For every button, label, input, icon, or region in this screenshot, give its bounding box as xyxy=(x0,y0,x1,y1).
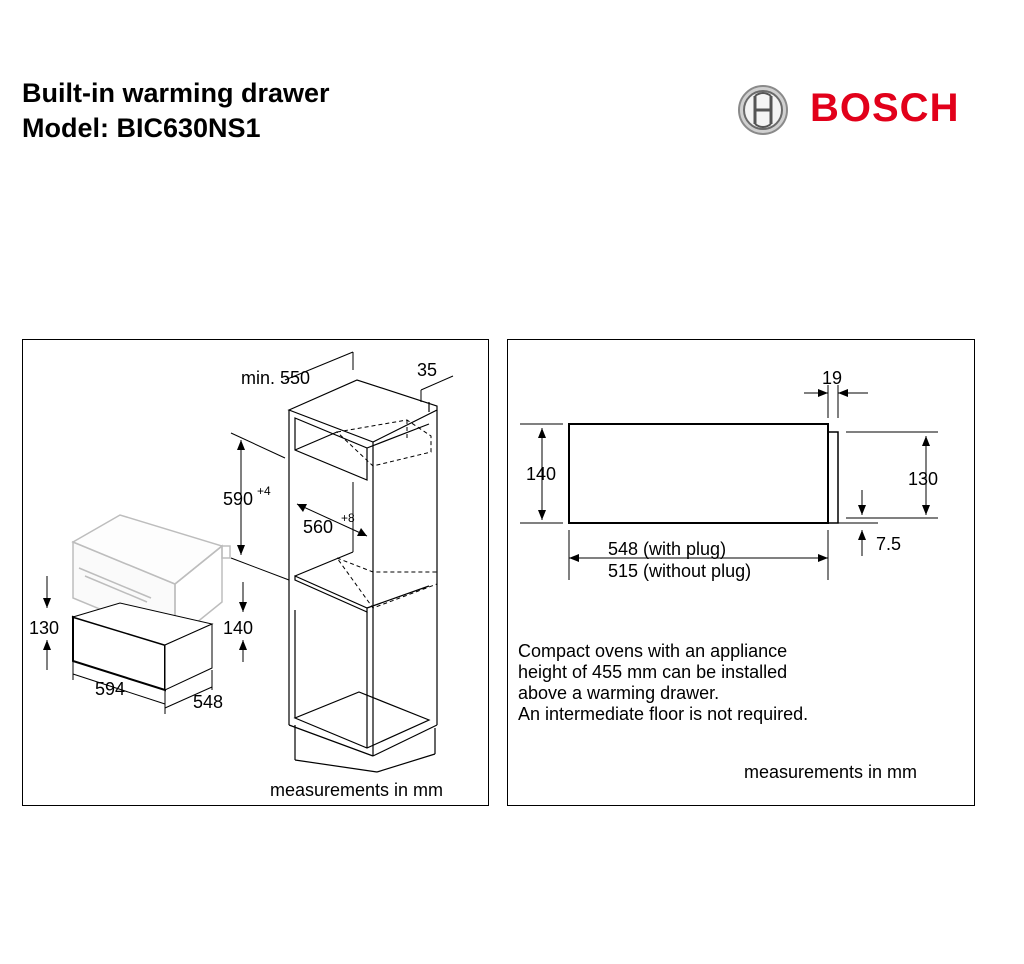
side-view-panel xyxy=(507,339,975,806)
dim-front-thickness: 19 xyxy=(822,368,843,388)
dim-front-height: 130 xyxy=(29,618,60,638)
dim-width: 594 xyxy=(95,679,126,699)
title-product: Built-in warming drawer xyxy=(22,78,330,108)
note-line: height of 455 mm can be installed xyxy=(518,662,788,682)
dim-height: 140 xyxy=(526,464,557,484)
note-line: Compact ovens with an appliance xyxy=(518,641,788,661)
dim-niche-height-tolerance: +4 xyxy=(257,484,271,498)
dim-cabinet-depth: min. 550 xyxy=(241,368,311,388)
tall-cabinet-outline xyxy=(289,380,437,772)
dim-niche-width: 560 xyxy=(303,517,334,537)
dim-niche-height: 590 xyxy=(223,489,254,509)
note-line: An intermediate floor is not required. xyxy=(518,704,809,724)
brand-name: BOSCH xyxy=(810,86,960,130)
dim-back-gap: 35 xyxy=(417,360,438,380)
note-line: above a warming drawer. xyxy=(518,683,720,703)
dim-depth: 548 xyxy=(193,692,224,712)
warming-drawer-outline xyxy=(73,603,212,690)
dimension-arrowheads xyxy=(538,389,930,562)
side-view-drawing xyxy=(508,340,974,640)
dim-body-height: 140 xyxy=(223,618,254,638)
bosch-armature-logo-icon xyxy=(736,82,796,142)
units-note: measurements in mm xyxy=(270,780,444,800)
units-note: measurements in mm xyxy=(744,762,918,782)
installation-drawing xyxy=(23,340,488,805)
dim-offset: 7.5 xyxy=(876,534,902,554)
dim-depth-without-plug: 515 (without plug) xyxy=(608,561,752,581)
page-title xyxy=(22,76,330,146)
installation-diagram-panel xyxy=(22,339,489,806)
title-model: Model: BIC630NS1 xyxy=(22,113,261,143)
installation-note xyxy=(518,641,808,725)
dim-front-height: 130 xyxy=(908,469,939,489)
dim-niche-width-tolerance: +8 xyxy=(341,511,355,525)
drawer-side-outline xyxy=(569,424,838,523)
dim-depth-with-plug: 548 (with plug) xyxy=(608,539,727,559)
brand-logo xyxy=(736,82,976,142)
